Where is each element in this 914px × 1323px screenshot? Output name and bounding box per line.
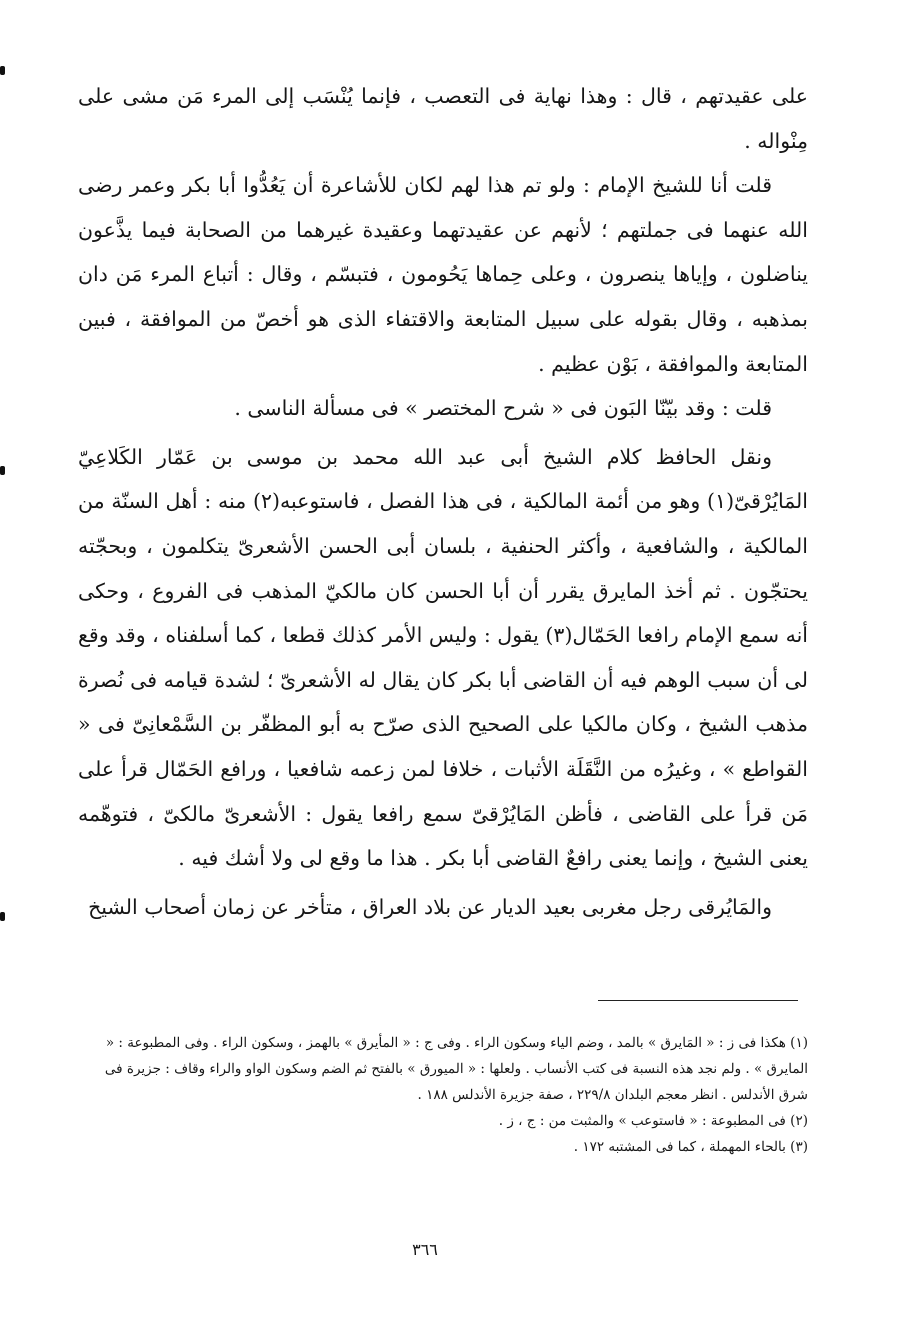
paragraph-3: قلت : وقد بيّنّا البَون فى « شرح المختصر » فى مسألة الناسى . (234, 396, 772, 421)
paragraph-4: ونقل الحافظ كلام الشيخ أبى عبد الله محمد بن موسى بن عَمّار الكَلاعِيّ المَايُرْقىّ(١) وهو من أئمة المالكية ، فى هذا الفصل ، فاستوعبه(٢) منه : أهل السنّة من المالكية ، والشافعية ، وأكثر الحنفية ، بلسان أبى الحسن الأشعرىّ يتكلمون ، وبحجّته يحتجّون . ثم أخذ المايرق يقرر أن أبا الحسن كان مالكيّ المذهب فى الفروع ، وحكى أنه سمع الإمام رافعا الحَمّال(٣) يقول : وليس الأمر كذلك قطعا ، كما أسلفناه ، وقد وقع لى أن سبب الوهم فيه أن القاضى أبا بكر كان يقال له الأشعرىّ ؛ لشدة قيامه فى نُصرة مذهب الشيخ ، وكان مالكيا على الصحيح الذى صرّح به أبو المظفّر بن السَّمْعانِىّ فى « القواطع » ، وغيرُه من النَّقَلَة الأثبات ، خلافا لمن زعمه شافعيا ، ورافع الحَمّال قرأ على مَن قرأ على القاضى ، فأظن المَايُرْقىّ سمع رافعا يقول : الأشعرىّ مالكىّ ، فتوهّمه يعنى الشيخ ، وإنما يعنى رافعٌ القاضى أبا بكر . هذا ما وقع لى ولا أشك فيه . (78, 444, 809, 871)
main-text (78, 74, 808, 929)
paragraph-5: والمَايُرقى رجل مغربى بعيد الديار عن بلاد العراق ، متأخر عن زمان أصحاب الشيخ (88, 894, 772, 919)
footnote-3: (٣) بالحاء المهملة ، كما فى المشتبه ١٧٢ . (573, 1139, 808, 1155)
footnote-separator (598, 1000, 798, 1001)
margin-mark-bottom (0, 912, 5, 921)
page-number: ٣٦٦ (412, 1240, 438, 1259)
paragraph-1: على عقيدتهم ، قال : وهذا نهاية فى التعصب ، فإنما يُنْسَب إلى المرء مَن مشى على مِنْواله . (78, 84, 808, 153)
footnote-2: (٢) فى المطبوعة : « فاستوعب » والمثبت من : ج ، ز . (498, 1113, 808, 1129)
footnote-1: (١) هكذا فى ز : « المَايرق » بالمد ، وضم الياء وسكون الراء . وفى ج : « المأيرق » بالهمز ، وسكون الراء . وفى المطبوعة : « المايرق » . ولم نجد هذه النسبة فى كتب الأنساب . ولعلها : « الميورق » بالفتح ثم الضم وسكون الواو والراء وقاف : جزيرة فى شرق الأندلس . انظر معجم البلدان ٢٢٩/٨ ، صفة جزيرة الأندلس ١٨٨ . (104, 1035, 808, 1103)
margin-mark-middle (0, 466, 5, 475)
footnotes (78, 1030, 808, 1160)
margin-mark-top (0, 66, 5, 75)
paragraph-2: قلت أنا للشيخ الإمام : ولو تم هذا لهم لكان للأشاعرة أن يَعُدُّوا أبا بكر وعمر رضى الله عنهما فى جملتهم ؛ لأنهم عن عقيدتهما وعقيدة غيرهما من الصحابة فيما يذَّعون يناضلون ، وإياها ينصرون ، وعلى حِماها يَحُومون ، فتبسّم ، وقال : أتباع المرء مَن دان بمذهبه ، وقال بقوله على سبيل المتابعة والاقتفاء الذى هو أخصّ من الموافقة ، فبين المتابعة والموافقة ، بَوْن عظيم . (78, 173, 808, 376)
